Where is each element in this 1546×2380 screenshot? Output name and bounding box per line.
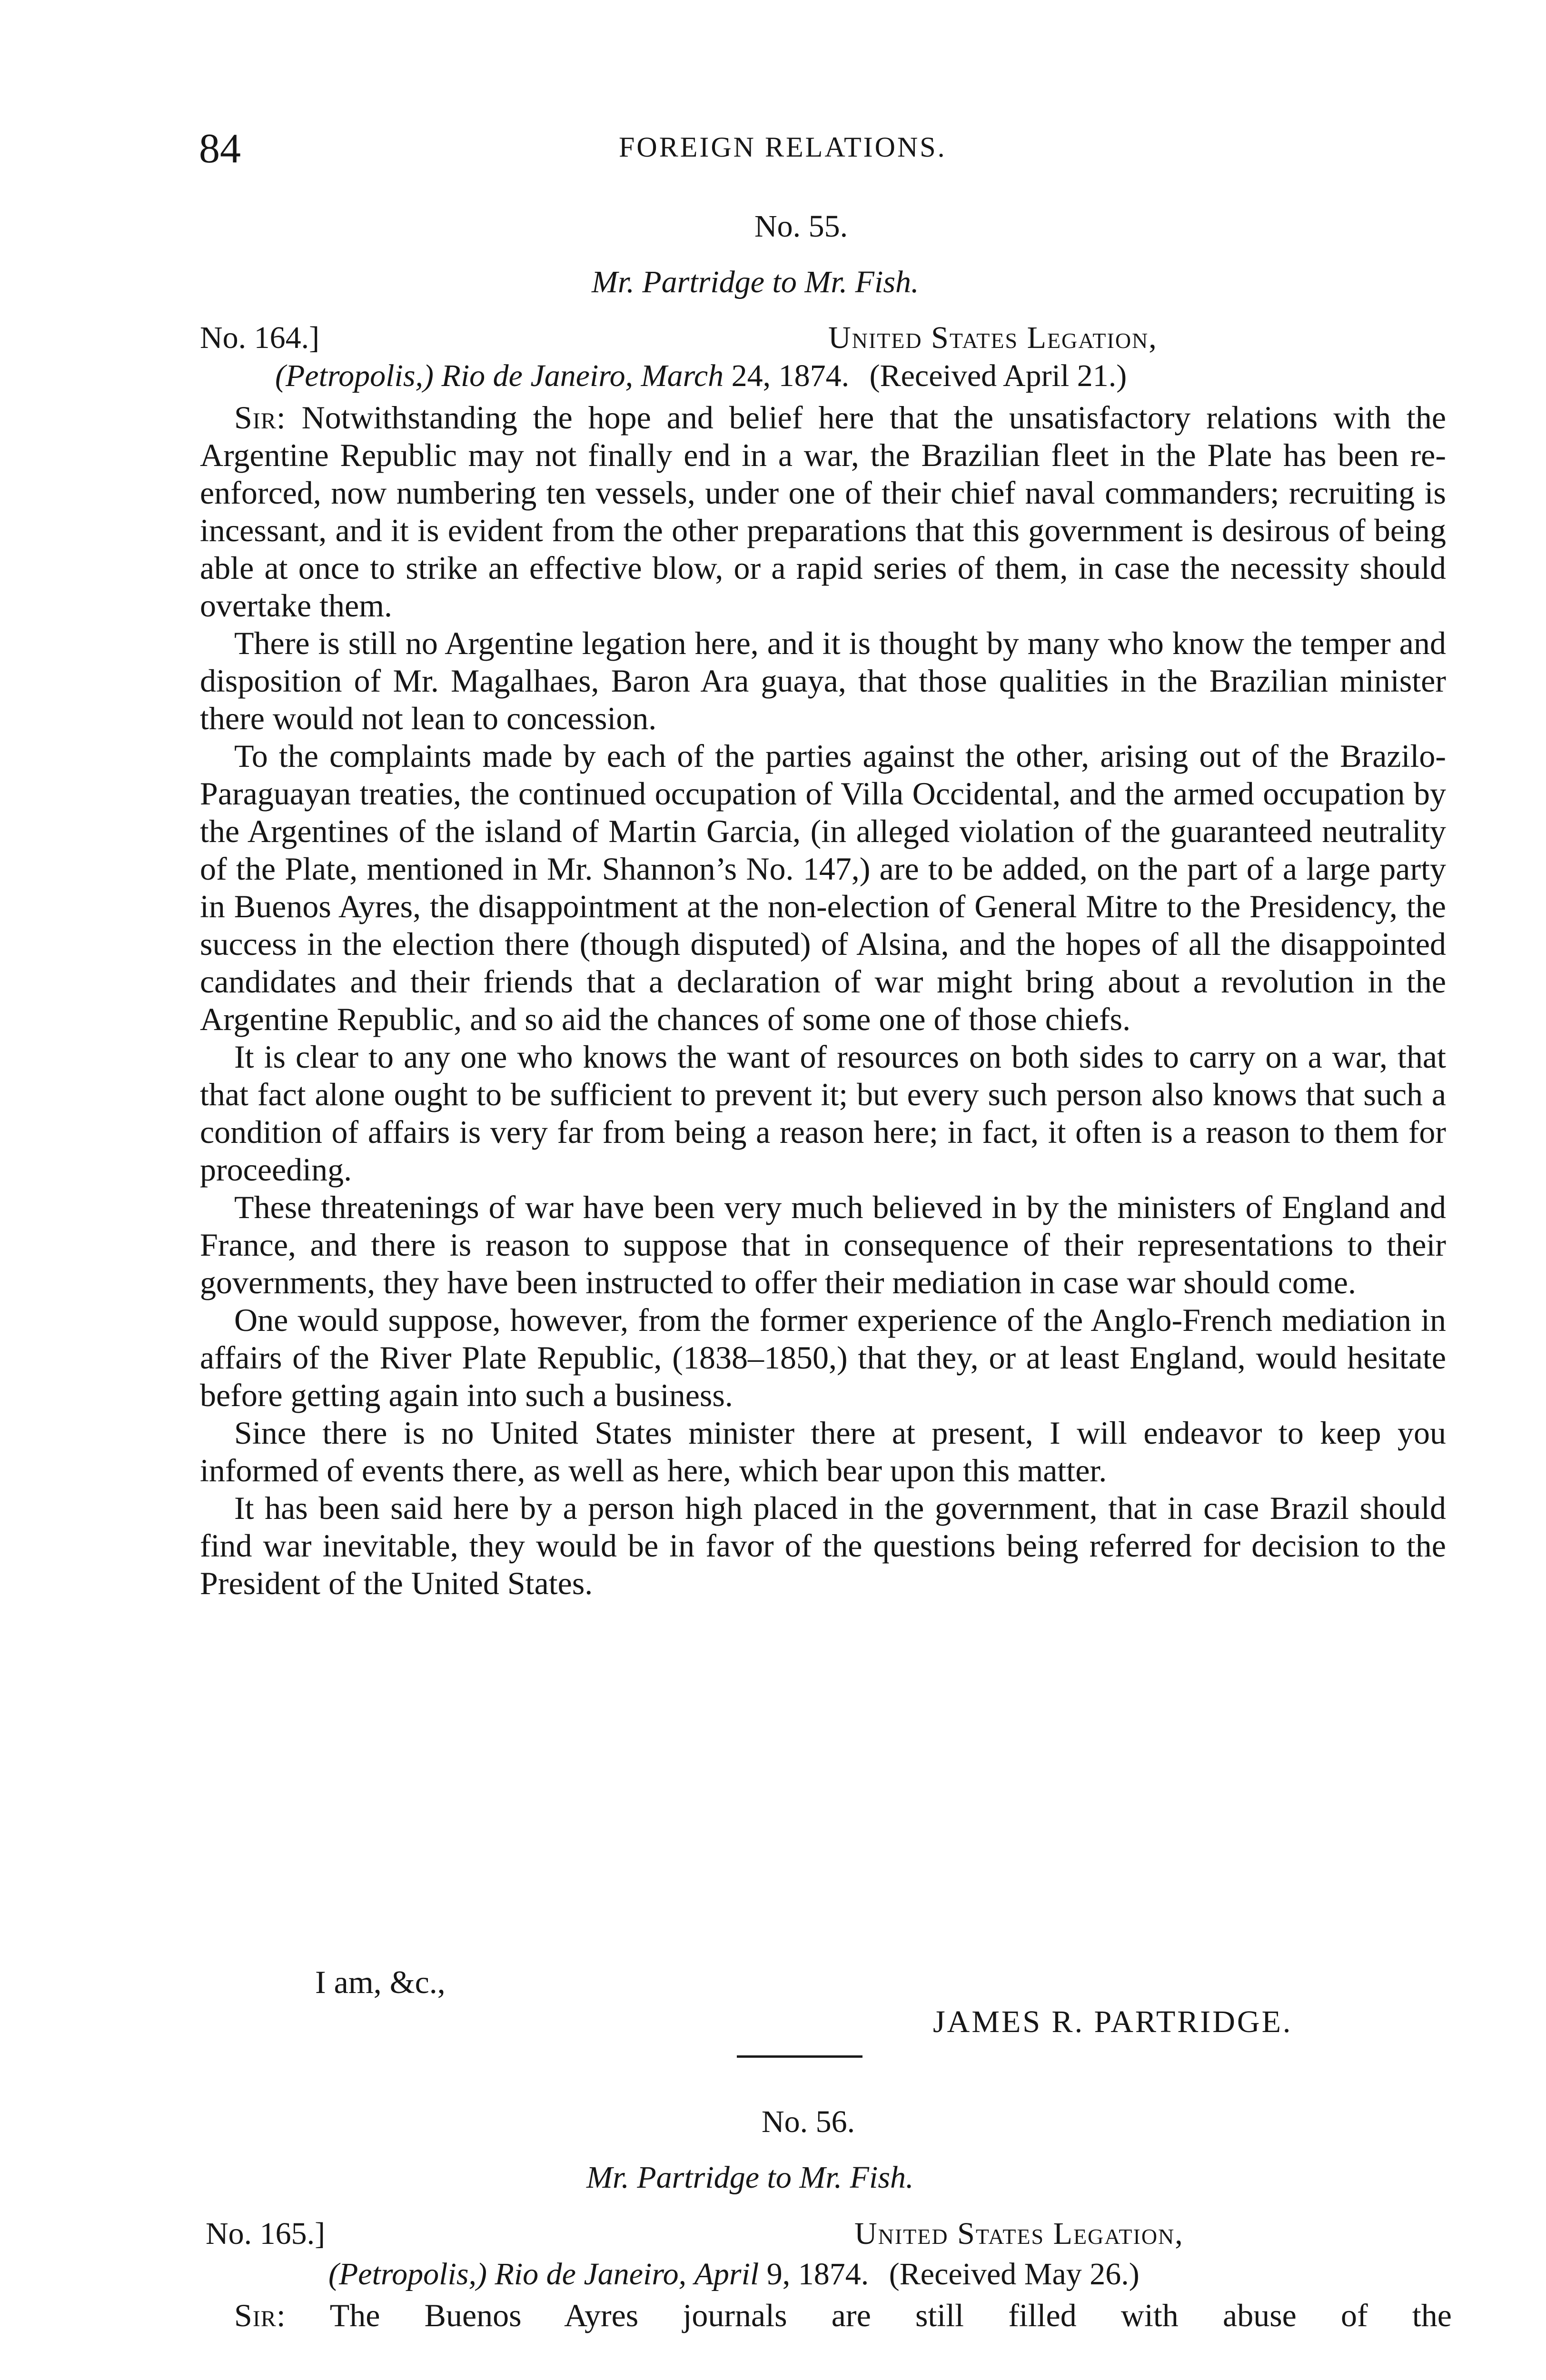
- paragraph: Sir: The Buenos Ayres journals are still filled with abuse of the: [234, 2297, 1452, 2333]
- document-number: No. 55.: [754, 209, 848, 244]
- dateline: [328, 2256, 1140, 2292]
- document-title: Mr. Partridge to Mr. Fish.: [586, 2160, 914, 2195]
- document-number: No. 56.: [762, 2104, 855, 2139]
- dateline-place: (Petropolis,) Rio de Janeiro,: [328, 2257, 687, 2291]
- paragraph: There is still no Argentine legation here, and it is thought by many who know the temper and disposition of Mr. Magalhaes, Baron Ara guaya, that those qualities in the Brazilian minister there would not lean to concession.: [200, 625, 1446, 736]
- dateline-place: (Petropolis,) Rio de Janeiro,: [275, 358, 634, 393]
- legation-name: United States Legation,: [828, 320, 1158, 355]
- legation-name: United States Legation,: [854, 2216, 1184, 2251]
- received-note: (Received May 26.): [889, 2257, 1140, 2291]
- salutation: Sir:: [234, 399, 286, 436]
- paragraph: To the complaints made by each of the parties against the other, arising out of the Brazilo-Paraguayan treaties, the continued occupation of Villa Occidental, and the armed occupation by the Argentines of the island of Martin Garcia, (in alleged violation of the guaranteed neutrality of the Plate, mentioned in Mr. Shannon’s No. 147,) are to be added, on the part of a large party in Buenos Ayres, the disappointment at the non-election of General Mitre to the Presidency, the success in the election there (though disputed) of Alsina, and the hopes of all the disappointed candidates and their friends that a declaration of war might bring about a revolution in the Argentine Republic, and so aid the chances of some one of those chiefs.: [200, 738, 1446, 1037]
- received-note: (Received April 21.): [869, 358, 1127, 393]
- letter-body: [200, 399, 1446, 1602]
- dateline-day-year: 9, 1874.: [766, 2257, 869, 2291]
- paragraph: It is clear to any one who knows the want of resources on both sides to carry on a war, that that fact alone ought to be sufficient to prevent it; but every such person also knows that such a condition of affairs is very far from being a reason here; in fact, it often is a reason to them for proceeding.: [200, 1039, 1446, 1188]
- page-number: 84: [199, 126, 241, 172]
- despatch-number: No. 164.]: [200, 320, 320, 355]
- paragraph: Since there is no United States minister there at present, I will endeavor to keep you informed of events there, as well as here, which bear upon this matter.: [200, 1415, 1446, 1488]
- paragraph: These threatenings of war have been very much believed in by the ministers of England and France, and there is reason to suppose that in consequence of their representations to their governments, they have been instructed to offer their mediation in case war should come.: [200, 1189, 1446, 1300]
- dateline-month: March: [641, 358, 724, 393]
- letter-body: [206, 2297, 1452, 2334]
- signature: JAMES R. PARTRIDGE.: [933, 2004, 1293, 2039]
- running-title: FOREIGN RELATIONS.: [619, 131, 947, 163]
- paragraph: One would suppose, however, from the former experience of the Anglo-French mediation in affairs of the River Plate Republic, (1838–1850,) that they, or at least England, would hesitate before getting again into such a business.: [200, 1302, 1446, 1413]
- document-title: Mr. Partridge to Mr. Fish.: [592, 265, 919, 299]
- paragraph: It has been said here by a person high placed in the government, that in case Brazil should find war inevitable, they would be in favor of the questions being referred for decision to the President of the United States.: [200, 1490, 1446, 1601]
- dateline: [275, 358, 1127, 394]
- dateline-day-year: 24, 1874.: [731, 358, 850, 393]
- closing: I am, &c.,: [315, 1964, 446, 2000]
- paragraph: Sir: Notwithstanding the hope and belief here that the unsatisfactory relations with the Argentine Republic may not finally end in a war, the Brazilian fleet in the Plate has been re-enforced, now numbering ten vessels, under one of their chief naval commanders; recruiting is incessant, and it is evident from the other preparations that this government is desirous of being able at once to strike an effective blow, or a rapid series of them, in case the necessity should overtake them.: [200, 399, 1446, 624]
- salutation: Sir:: [234, 2297, 286, 2333]
- section-divider: [737, 2055, 862, 2058]
- dateline-month: April: [694, 2257, 759, 2291]
- despatch-number: No. 165.]: [206, 2216, 326, 2251]
